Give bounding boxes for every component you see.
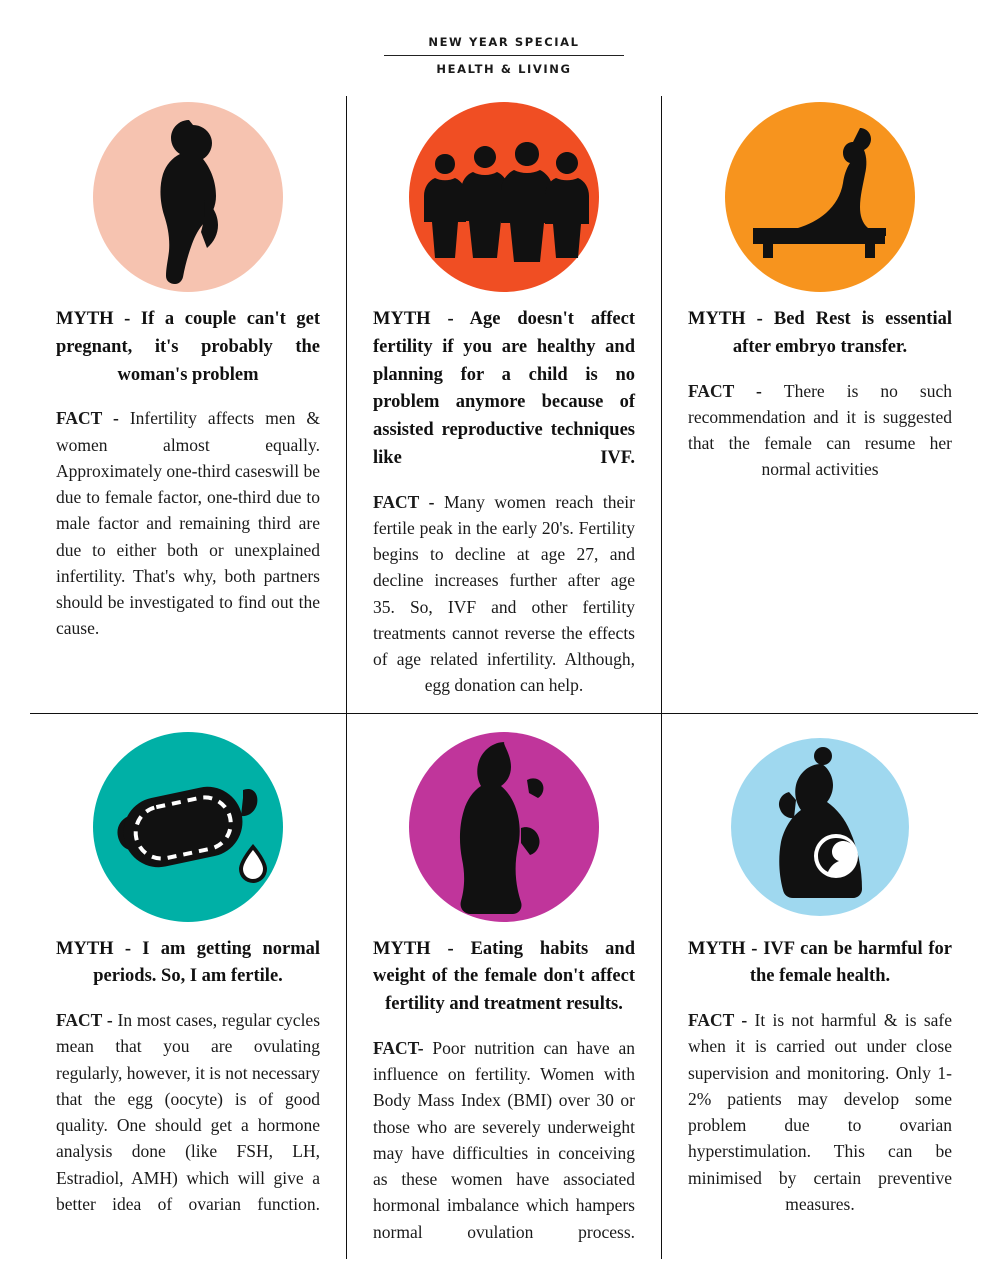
myth-body: Eating habits and weight of the female don't affect fertility and treatment results. [373,938,635,1014]
myth-text [373,936,635,1019]
fact-text [688,1007,952,1217]
myth-fact-grid [30,96,978,1259]
fact-lead: FACT - [373,491,444,512]
fact-lead: FACT - [688,1010,755,1030]
fact-body: It is not harmful & is safe when it is carried out under close supervision and monitoring. Only 1-2% patients may develop some problem due to ovarian hyperstimulation. This can be minimised by certain preventive measures. [688,1010,952,1214]
section-label: HEALTH & LIVING [436,62,572,76]
group-of-people-silhouette-icon [409,102,599,292]
myth-body: If a couple can't get pregnant, it's probably the woman's problem [56,309,320,385]
myth-fact-card [346,96,662,713]
myth-text [373,306,635,473]
myth-fact-card [346,713,662,1259]
fact-body: There is no such recommendation and it is suggested that the female can resume her normal activities [688,380,952,480]
fact-lead: FACT - [688,380,784,401]
pregnant-woman-silhouette-icon [93,102,283,292]
fact-text [56,405,320,641]
fact-text [56,1007,320,1217]
myth-body: I am getting normal periods. So, I am fertile. [93,938,320,987]
fact-lead: FACT - [56,1010,118,1030]
infographic-page [0,30,1008,1280]
myth-lead: MYTH - [688,938,764,959]
myth-body: Bed Rest is essential after embryo transfer. [732,309,952,357]
myth-text [688,306,952,362]
myth-lead: MYTH - [373,938,471,959]
fact-body: In most cases, regular cycles mean that you are ovulating regularly, however, it is not necessary that the egg (oocyte) is of good quality. One should get a hormone analysis done (like FSH, LH, Estradiol, AMH) which will give a better idea of ovarian function. [56,1010,321,1214]
myth-body: Age doesn't affect fertility if you are healthy and planning for a child is no problem anymore because of assisted reproductive techniques like IVF. [373,309,635,468]
kicker-label: NEW YEAR SPECIAL [384,30,624,56]
page-header [384,30,624,78]
myth-text [56,306,320,389]
fact-text [373,1035,635,1245]
fact-text [373,489,635,699]
fact-body: Many women reach their fertile peak in the early 20's. Fertility begins to decline at age 27, and decline increases further after age 35. So, IVF and other fertility treatments cannot reverse the effects of age related infertility. Although, egg donation can help. [373,491,635,696]
woman-eating-silhouette-icon [409,732,599,922]
myth-lead: MYTH - [56,309,141,329]
myth-fact-card [30,713,346,1259]
card-artwork [56,102,320,292]
myth-text [56,936,320,992]
woman-resting-on-bed-icon [725,102,915,292]
sanitary-pad-with-drop-icon [93,732,283,922]
card-artwork [373,102,635,292]
card-artwork [688,732,952,922]
card-artwork [373,732,635,922]
myth-fact-card [662,713,978,1259]
pregnant-woman-with-fetus-icon [731,738,909,916]
myth-lead: MYTH - [688,309,774,329]
myth-fact-card [662,96,978,713]
fact-body: Poor nutrition can have an influence on fertility. Women with Body Mass Index (BMI) over 30 or those who are severely underweight may have difficulties in conceiving as these women have associated hormonal imbalance which hampers normal ovulation process. [373,1037,635,1242]
card-artwork [56,732,320,922]
fact-body: Infertility affects men & women almost equally. Approximately one-third caseswill be due to female factor, one-third due to male factor and remaining third are due to either both or unexplained infertility. That's why, both partners should be investigated to find out the cause. [56,408,320,639]
card-artwork [688,102,952,292]
myth-lead: MYTH - [56,938,143,959]
myth-body: IVF can be harmful for the female health. [749,938,953,987]
myth-lead: MYTH - [373,309,470,329]
fact-lead: FACT- [373,1037,433,1058]
myth-text [688,936,952,992]
myth-fact-card [30,96,346,713]
fact-text [688,378,952,483]
fact-lead: FACT - [56,408,130,429]
